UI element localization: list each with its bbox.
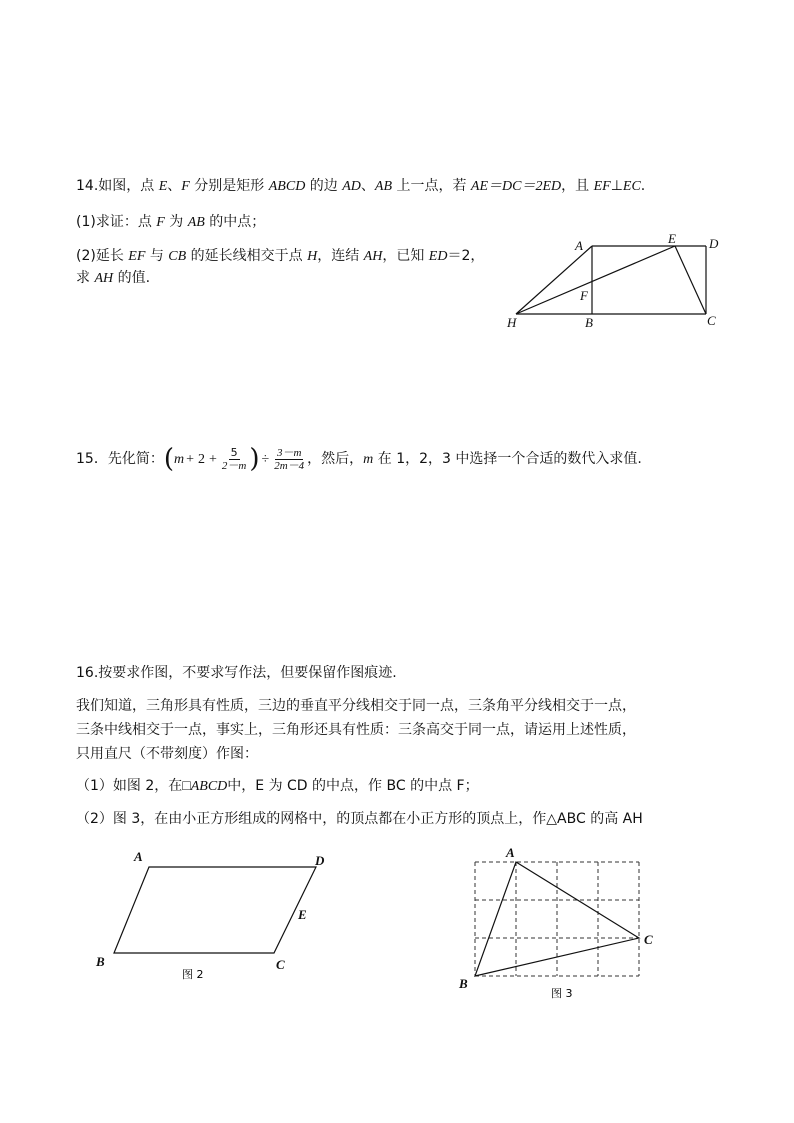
q14-part1: (1)求证：点 F 为 AB 的中点； [76, 214, 266, 230]
q16-para-line1: 我们知道，三角形具有性质，三边的垂直平分线相交于同一点，三条角平分线相交于一点， [76, 698, 636, 714]
segment-HE [516, 246, 675, 314]
fraction-5-over-2-minus-m: $\frac{5}{2-m}$ [221, 445, 247, 472]
left-paren: ( [163, 444, 174, 474]
q16-para-line3: 只用直尺（不带刻度）作图： [76, 746, 258, 762]
q15-stem: 15．先化简：(m + 2 + $\frac{5}{2-m}$ ) ÷ $\frac{3-m}{2m-4}$ ，然后，m 在 1，2，3 中选择一个合适的数代入求值. [76, 444, 642, 474]
q14-part2-line2: 求 AH 的值. [76, 270, 151, 286]
label-B: B [585, 315, 593, 330]
q16-item2: （2）图 3，在由小正方形组成的网格中，的顶点都在小正方形的顶点上，作△ABC 的高 AH [76, 811, 643, 827]
label-C: C [644, 932, 653, 947]
q15-number: 15．先化简： [76, 451, 164, 467]
q16-item1: （1）如图 2，在□ABCD中，E 为 CD 的中点，作 BC 的中点 F； [76, 778, 479, 794]
q14-stem: 14.如图，点 E、F 分别是矩形 ABCD 的边 AD、AB 上一点，若 AE＝DC＝2ED，且 EF⊥EC. [76, 178, 646, 194]
label-A: A [506, 845, 515, 860]
label-E: E [298, 907, 307, 922]
label-A: A [134, 849, 143, 864]
label-A: A [575, 238, 583, 253]
label-E: E [668, 231, 676, 246]
figure-2 [90, 845, 340, 985]
grid [475, 862, 639, 976]
label-B: B [96, 954, 105, 969]
right-paren: ) [249, 444, 260, 474]
label-B: B [459, 976, 468, 991]
q16-para-line2: 三条中线相交于一点，事实上，三角形还具有性质：三条高交于同一点，请运用上述性质， [76, 722, 636, 738]
q14-number: 14. [76, 178, 99, 194]
figure-2-caption: 图 2 [182, 968, 204, 981]
fraction-3-minus-m-over-2m-minus-4: $\frac{3-m}{2m-4}$ [274, 446, 305, 472]
q16-title: 16.按要求作图，不要求写作法，但要保留作图痕迹. [76, 665, 397, 681]
parallelogram-ABCD [114, 867, 316, 953]
q14-part2-line1: (2)延长 EF 与 CB 的延长线相交于点 H，连结 AH，已知 ED＝2， [76, 248, 485, 264]
label-D: D [315, 853, 325, 868]
figure-3-caption: 图 3 [551, 987, 573, 1000]
figure-3 [455, 843, 675, 1003]
segment-AH [516, 246, 592, 314]
q14-figure [500, 230, 740, 335]
label-D: D [709, 236, 719, 251]
label-C: C [707, 313, 716, 328]
label-F: F [580, 288, 588, 303]
label-H: H [507, 315, 517, 330]
segment-EC [675, 246, 706, 314]
label-C: C [276, 957, 285, 972]
